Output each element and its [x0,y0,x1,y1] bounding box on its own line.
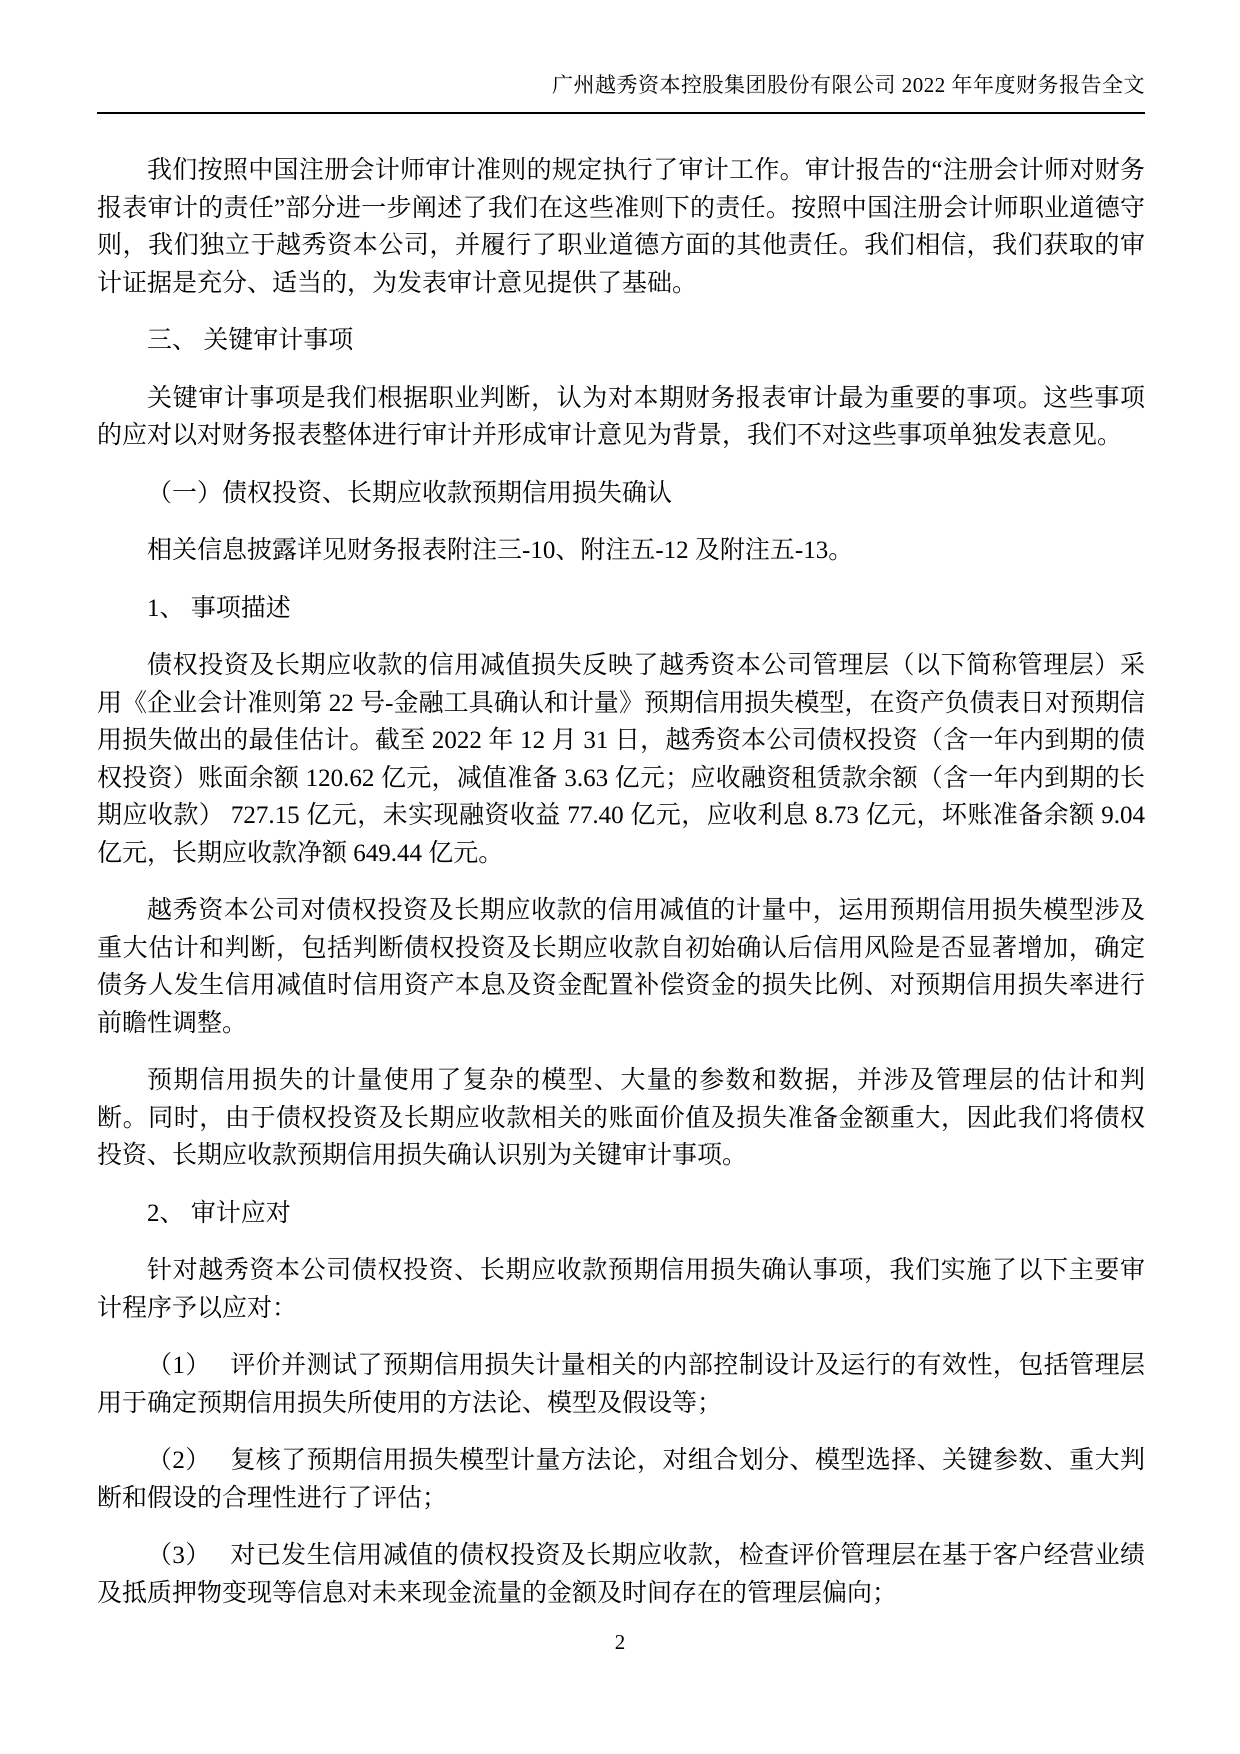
para-matter-description: 债权投资及长期应收款的信用减值损失反映了越秀资本公司管理层（以下简称管理层）采用《企业会计准则第 22 号-金融工具确认和计量》预期信用损失模型，在资产负债表日对预期信用损失做出的最佳估计。截至 2022 年 12 月 31 日，越秀资本公司债权投资（含一年内到期的债权投资）账面余额 120.62 亿元，减值准备 3.63 亿元；应收融资租赁款余额（含一年内到期的长期应收款） 727.15 亿元，未实现融资收益 77.40 亿元，应收利息 8.73 亿元，坏账准备余额 9.04 亿元，长期应收款净额 649.44 亿元。 [97,652,1145,867]
para-ecl-judgement: 越秀资本公司对债权投资及长期应收款的信用减值的计量中，运用预期信用损失模型涉及重大估计和判断，包括判断债权投资及长期应收款自初始确认后信用风险是否显著增加，确定债务人发生信用减值时信用资产本息及资金配置补偿资金的损失比例、对预期信用损失率进行前瞻性调整。 [97,897,1145,1037]
list-item-procedure-2: （2） 复核了预期信用损失模型计量方法论，对组合划分、模型选择、关键参数、重大判断和假设的合理性进行了评估； [97,1447,1145,1512]
list-item-procedure-3: （3） 对已发生信用减值的债权投资及长期应收款，检查评价管理层在基于客户经营业绩及抵质押物变现等信息对未来现金流量的金额及时间存在的管理层偏向； [97,1542,1145,1607]
document-body [97,114,1145,1612]
para-audit-basis: 我们按照中国注册会计师审计准则的规定执行了审计工作。审计报告的“注册会计师对财务报表审计的责任”部分进一步阐述了我们在这些准则下的责任。按照中国注册会计师职业道德守则，我们独立于越秀资本公司，并履行了职业道德方面的其他责任。我们相信，我们获取的审计证据是充分、适当的，为发表审计意见提供了基础。 [97,157,1145,297]
page-header [97,74,1145,114]
para-disclosure-reference: 相关信息披露详见财务报表附注三-10、附注五-12 及附注五-13。 [147,537,854,564]
heading-audit-response: 2、 审计应对 [147,1199,291,1227]
para-audit-response-intro: 针对越秀资本公司债权投资、长期应收款预期信用损失确认事项，我们实施了以下主要审计程序予以应对： [97,1257,1145,1322]
heading-matter-description: 1、 事项描述 [147,594,291,622]
list-item-procedure-1: （1） 评价并测试了预期信用损失计量相关的内部控制设计及运行的有效性，包括管理层用于确定预期信用损失所使用的方法论、模型及假设等； [97,1352,1145,1417]
heading-key-audit-matters: 三、 关键审计事项 [147,327,354,354]
report-title: 广州越秀资本控股集团股份有限公司 2022 年年度财务报告全文 [552,73,1145,97]
para-kam-reason: 预期信用损失的计量使用了复杂的模型、大量的参数和数据，并涉及管理层的估计和判断。同时，由于债权投资及长期应收款相关的账面价值及损失准备金额重大，因此我们将债权投资、长期应收款预期信用损失确认识别为关键审计事项。 [97,1067,1145,1169]
para-kam-intro: 关键审计事项是我们根据职业判断，认为对本期财务报表审计最为重要的事项。这些事项的应对以对财务报表整体进行审计并形成审计意见为背景，我们不对这些事项单独发表意见。 [97,384,1145,449]
heading-kam-item-1: （一）债权投资、长期应收款预期信用损失确认 [147,479,673,507]
page-number-value: 2 [614,1630,626,1654]
page-number [0,1630,1240,1654]
